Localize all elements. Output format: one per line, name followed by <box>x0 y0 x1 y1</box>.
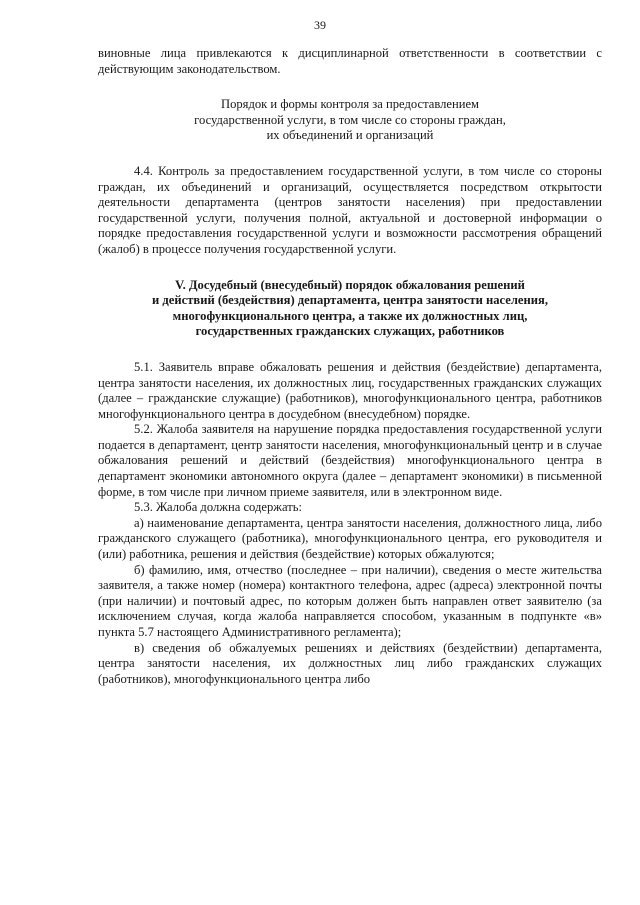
page-number: 39 <box>314 18 326 32</box>
list-item-v: в) сведения об обжалуемых решениях и действиях (бездействии) департамента, центра занятости населения, их должностных лиц либо гражданских служащих (работников), многофункционального центра либо <box>98 640 602 686</box>
paragraph-5-3: 5.3. Жалоба должна содержать: <box>134 500 302 515</box>
section-heading-line: государственных гражданских служащих, работников <box>195 324 505 339</box>
section-heading-line: V. Досудебный (внесудебный) порядок обжалования решений <box>175 277 525 292</box>
paragraph-5-1: 5.1. Заявитель вправе обжаловать решения и действия (бездействие) департамента, центра занятости населения, их должностных лиц, государственных гражданских служащих (далее – гражданские служащие) (работников), многофункционального центра, работников многофункционального центра в досудебном (внесудебном) порядке. <box>98 359 602 421</box>
section-heading-line: многофункционального центра, а также их должностных лиц, <box>172 308 528 323</box>
section-v-heading <box>98 278 602 340</box>
control-heading-line: Порядок и формы контроля за предоставлением <box>220 97 480 112</box>
intro-paragraph: виновные лица привлекаются к дисциплинарной ответственности в соответствии с действующим законодательством. <box>98 46 602 76</box>
control-heading-line: государственной услуги, в том числе со стороны граждан, <box>194 112 506 127</box>
control-heading <box>98 97 602 144</box>
paragraph-5-2: 5.2. Жалоба заявителя на нарушение порядка предоставления государственной услуги подается в департамент, центр занятости населения, многофункциональный центр и в случае обжалования решений и действий (бездействия) многофункционального центра в департамент экономики автономного округа (далее – департамент экономики) в письменной форме, в том числе при личном приеме заявителя, или в электронном виде. <box>98 422 602 499</box>
paragraph-4-4: 4.4. Контроль за предоставлением государственной услуги, в том числе со стороны граждан, их объединений и организаций, осуществляется посредством открытости деятельности департамента (центров занятости населения) при предоставлении государственной услуги, получения полной, актуальной и достоверной информации о порядке предоставления государственной услуги и возможности рассмотрения обращений (жалоб) в процессе получения государственной услуги. <box>98 163 602 256</box>
list-item-b: б) фамилию, имя, отчество (последнее – при наличии), сведения о месте жительства заявителя, а также номер (номера) контактного телефона, адрес (адреса) электронной почты (при наличии) и почтовый адрес, по которым должен быть направлен ответ заявителю (за исключением случая, когда жалоба направляется способом, указанным в подпункте «в» пункта 5.7 настоящего Административного регламента); <box>98 562 602 639</box>
control-heading-line: их объединений и организаций <box>266 128 434 143</box>
section-heading-line: и действий (бездействия) департамента, центра занятости населения, <box>152 293 548 308</box>
document-body <box>98 46 602 687</box>
list-item-a: а) наименование департамента, центра занятости населения, должностного лица, либо гражданского служащего (работника), многофункционального центра, его руководителя и (или) работника, решения и действия (бездействие) которых обжалуются; <box>98 515 602 562</box>
